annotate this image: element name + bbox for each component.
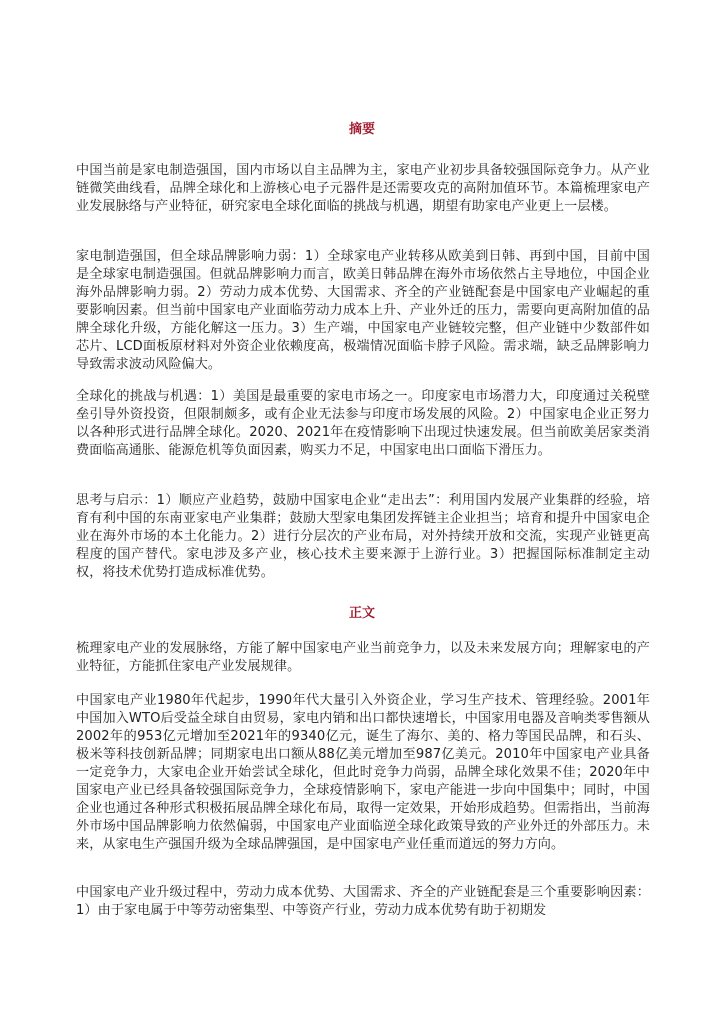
abstract-heading: 摘要 [348, 122, 375, 137]
abstract-paragraph-manufacturing: 家电制造强国，但全球品牌影响力弱：1）全球家电产业转移从欧美到日韩、再到中国，目前中国是全球家电制造强国。但就品牌影响力而言，欧美日韩品牌在海外市场依然占主导地位，中国企业海外品牌影响力弱。2）劳动力成本优势、大国需求、齐全的产业链配套是中国家电产业崛起的重要影响因素。但当前中国家电产业面临劳动力成本上升、产业外迁的压力，需要向更高附加值的品牌全球化升级，方能化解这一压力。3）生产端，中国家电产业链较完整，但产业链中少数部件如芯片、LCD面板原材料对外资企业依赖度高，极端情况面临卡脖子风险。需求端，缺乏品牌影响力导致需求波动风险偏大。 [76, 249, 650, 372]
body-paragraph-factors: 中国家电产业升级过程中，劳动力成本优势、大国需求、齐全的产业链配套是三个重要影响因素：1）由于家电属于中等劳动密集型、中等资产行业，劳动力成本优势有助于初期发 [76, 885, 650, 918]
body-paragraph-history: 中国家电产业1980年代起步，1990年代大量引入外资企业，学习生产技术、管理经验。2001年中国加入WTO后受益全球自由贸易，家电内销和出口都快速增长，中国家用电器及音响类零售额从2002年的953亿元增加至2021年的9340亿元，诞生了海尔、美的、格力等国民品牌，和石头、极米等科技创新品牌；同期家电出口额从88亿美元增加至987亿美元。2010年中国家电产业具备一定竞争力，大家电企业开始尝试全球化，但此时竞争力尚弱，品牌全球化效果不佳；2020年中国家电产业已经具备较强国际竞争力，全球疫情影响下，家电产能进一步向中国集中；同时，中国企业也通过各种形式积极拓展品牌全球化布局，取得一定效果，开始形成趋势。但需指出，当前海外市场中国品牌影响力依然偏弱，中国家电产业面临逆全球化政策导致的产业外迁的外部压力。未来，从家电生产强国升级为全球品牌强国，是中国家电产业任重而道远的努力方向。 [76, 693, 650, 852]
body-paragraph-overview: 梳理家电产业的发展脉络，方能了解中国家电产业当前竞争力，以及未来发展方向；理解家电的产业特征，方能抓住家电产业发展规律。 [76, 641, 650, 674]
abstract-paragraph-insights: 思考与启示：1）顺应产业趋势，鼓励中国家电企业“走出去”：利用国内发展产业集群的经验，培育有利中国的东南亚家电产业集群；鼓励大型家电集团发挥链主企业担当；培育和提升中国家电企业在海外市场的本土化能力。2）进行分层次的产业布局，对外持续开放和交流，实现产业链更高程度的国产替代。家电涉及多产业，核心技术主要来源于上游行业。3）把握国际标准制定主动权，将技术优势打造成标准优势。 [76, 493, 650, 580]
abstract-paragraph-intro: 中国当前是家电制造强国，国内市场以自主品牌为主，家电产业初步具备较强国际竞争力。从产业链微笑曲线看，品牌全球化和上游核心电子元器件是还需要攻克的高附加值环节。本篇梳理家电产业发展脉络与产业特征，研究家电全球化面临的挑战与机遇，期望有助家电产业更上一层楼。 [76, 163, 650, 214]
abstract-paragraph-globalization: 全球化的挑战与机遇：1）美国是最重要的家电市场之一。印度家电市场潜力大，印度通过关税壁垒引导外资投资，但限制颇多，或有企业无法参与印度市场发展的风险。2）中国家电企业正努力以各种形式进行品牌全球化。2020、2021年在疫情影响下出现过快速发展。但当前欧美居家类消费面临高通胀、能源危机等负面因素，购买力不足，中国家电出口面临下滑压力。 [76, 389, 650, 458]
body-heading: 正文 [348, 606, 375, 621]
